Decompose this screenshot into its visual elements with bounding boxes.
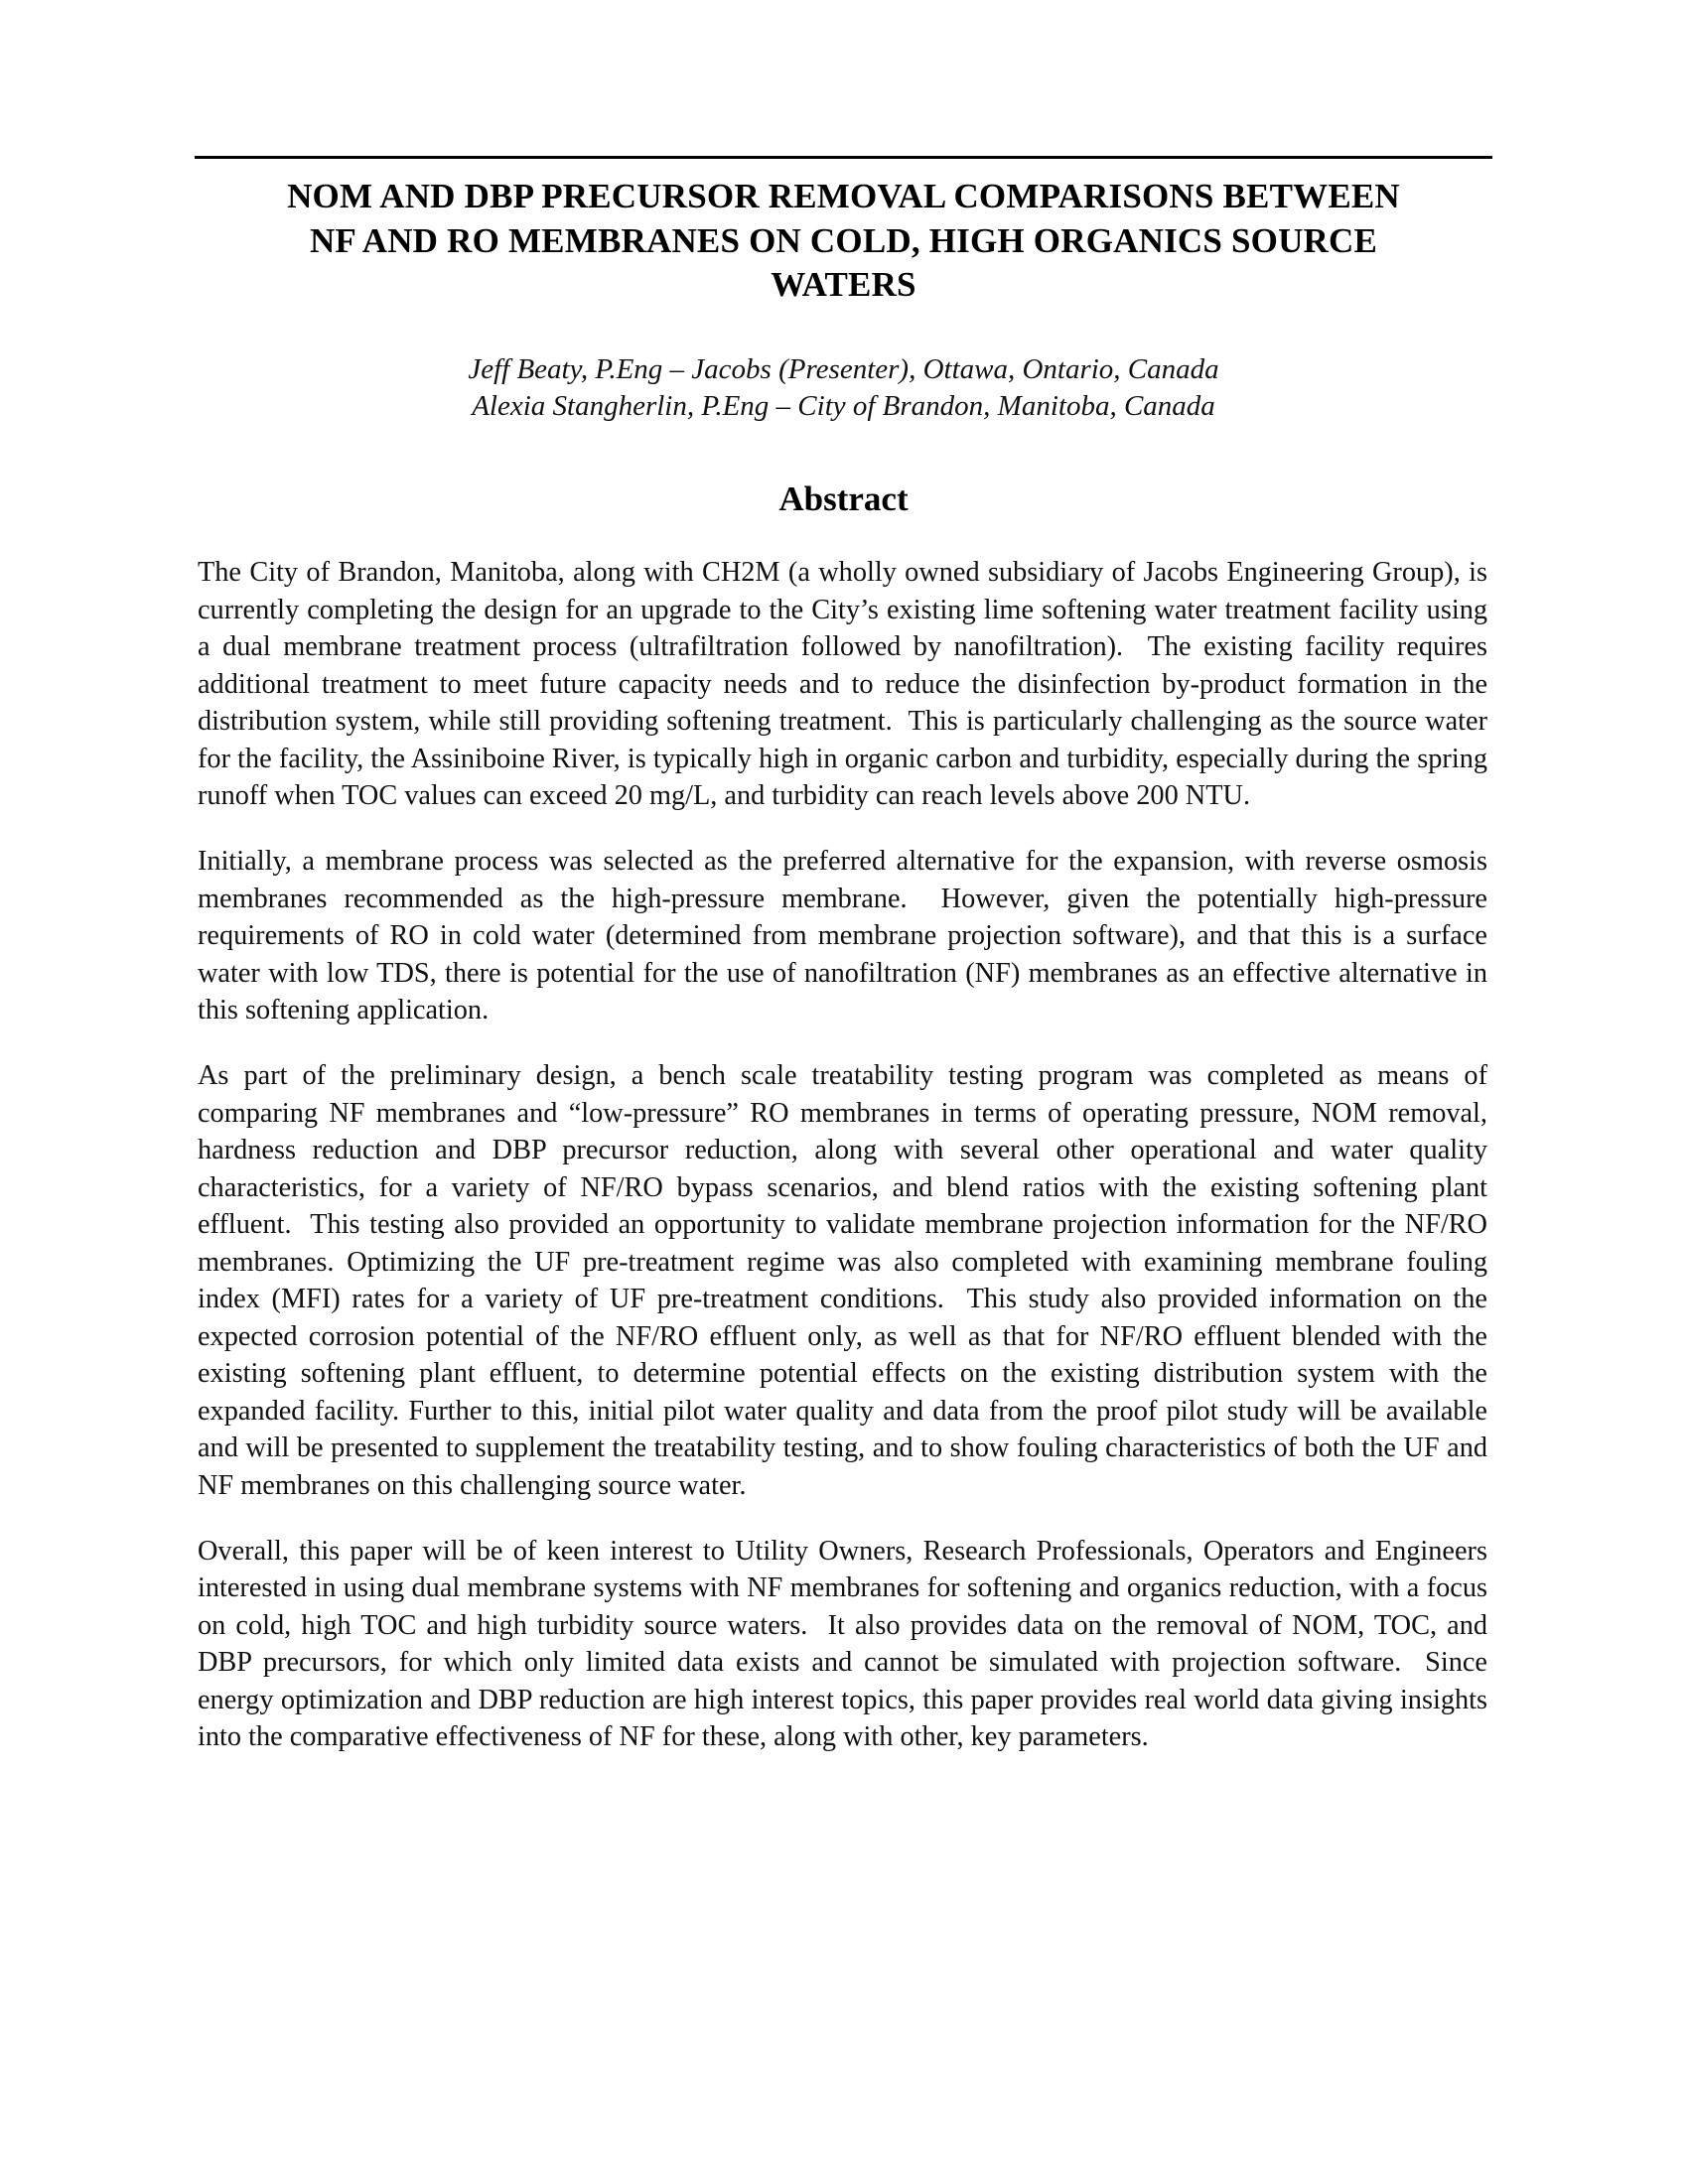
paper-title (195, 175, 1492, 308)
paper-title-line: NF AND RO MEMBRANES ON COLD, HIGH ORGANICS SOURCE (309, 220, 1378, 260)
author-list (195, 351, 1492, 425)
abstract-paragraph: The City of Brandon, Manitoba, along with CH2M (a wholly owned subsidiary of Jacobs Engineering Group), is currently completing the design for an upgrade to the City’s existing lime softening water treatment facility using a dual membrane treatment process (ultrafiltration followed by nanofiltration). The existing facility requires additional treatment to meet future capacity needs and to reduce the disinfection by-product formation in the distribution system, while still providing softening treatment. This is particularly challenging as the source water for the facility, the Assiniboine River, is typically high in organic carbon and turbidity, especially during the spring runoff when TOC values can exceed 20 mg/L, and turbidity can reach levels above 200 NTU. (198, 557, 1487, 811)
paper-title-line: NOM AND DBP PRECURSOR REMOVAL COMPARISONS BETWEEN (287, 177, 1400, 215)
abstract-paragraph: Overall, this paper will be of keen interest to Utility Owners, Research Professionals, Operators and Engineers interested in using dual membrane systems with NF membranes for softening and organics reduction, with a focus on cold, high TOC and high turbidity source waters. It also provides data on the removal of NOM, TOC, and DBP precursors, for which only limited data exists and cannot be simulated with projection software. Since energy optimization and DBP reduction are high interest topics, this paper provides real world data giving insights into the comparative effectiveness of NF for these, along with other, key parameters. (198, 1535, 1487, 1752)
abstract-paragraph: As part of the preliminary design, a bench scale treatability testing program was completed as means of comparing NF membranes and “low-pressure” RO membranes in terms of operating pressure, NOM removal, hardness reduction and DBP precursor reduction, along with several other operational and water quality characteristics, for a variety of NF/RO bypass scenarios, and blend ratios with the existing softening plant effluent. This testing also provided an opportunity to validate membrane projection information for the NF/RO membranes. Optimizing the UF pre-treatment regime was also completed with examining membrane fouling index (MFI) rates for a variety of UF pre-treatment conditions. This study also provided information on the expected corrosion potential of the NF/RO effluent only, as well as that for NF/RO effluent blended with the existing softening plant effluent, to determine potential effects on the existing distribution system with the expanded facility. Further to this, initial pilot water quality and data from the proof pilot study will be available and will be presented to supplement the treatability testing, and to show fouling characteristics of both the UF and NF membranes on this challenging source water. (198, 1060, 1487, 1501)
abstract-body (198, 554, 1487, 1784)
abstract-heading: Abstract (778, 479, 909, 518)
abstract-paragraph: Initially, a membrane process was selected as the preferred alternative for the expansion, with reverse osmosis membranes recommended as the high-pressure membrane. However, given the potentially high-pressure requirements of RO in cold water (determined from membrane projection software), and that this is a surface water with low TDS, there is potential for the use of nanofiltration (NF) membranes as an effective alternative in this softening application. (198, 846, 1487, 1025)
author-line: Jeff Beaty, P.Eng – Jacobs (Presenter), Ottawa, Ontario, Canada (468, 353, 1219, 385)
author-line: Alexia Stangherlin, P.Eng – City of Brandon, Manitoba, Canada (472, 390, 1215, 422)
header-rule (195, 156, 1492, 159)
paper-title-line: WATERS (771, 265, 916, 304)
